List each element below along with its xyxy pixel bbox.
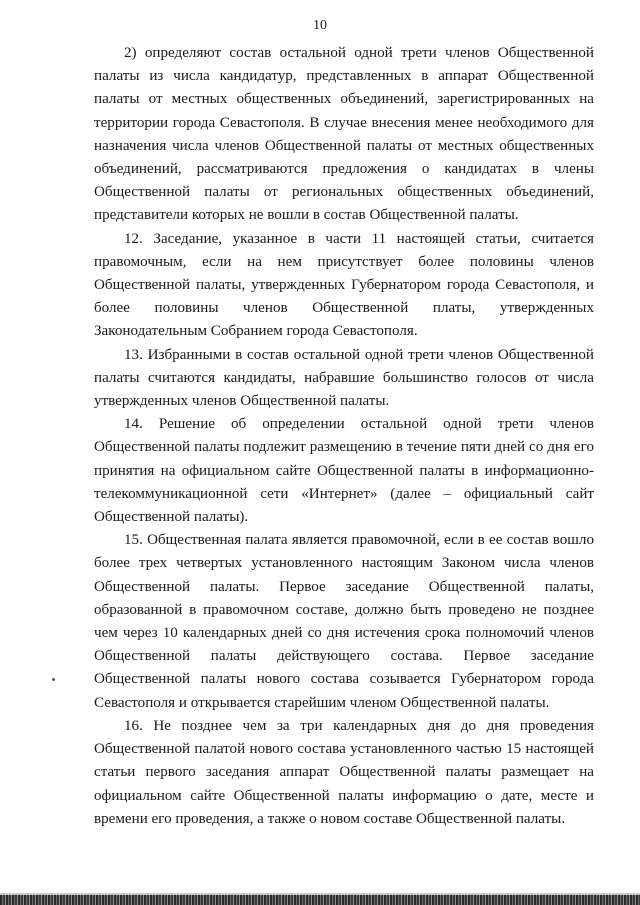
paragraph-15: 15. Общественная палата является правомочной, если в ее состав вошло более трех четвертых установленного настоящим Законом числа членов Общественной палаты. Первое заседание Общественной палаты, образованной в правомочном составе, должно быть проведено не позднее чем через 10 календарных дней со дня истечения срока полномочий членов Общественной палаты действующего состава. Первое заседание Общественной палаты нового состава созывается Губернатором города Севастополя и открывается старейшим членом Общественной палаты. bbox=[94, 532, 594, 711]
scan-edge-noise bbox=[0, 895, 640, 905]
paragraph-14: 14. Решение об определении остальной одной трети членов Общественной палаты подлежит размещению в течение пяти дней со дня его принятия на официальном сайте Общественной палаты в информационно-телекоммуникационной сети «Интернет» (далее – официальный сайт Общественной палаты). bbox=[94, 416, 594, 526]
document-body bbox=[94, 42, 594, 831]
paragraph-item-2: 2) определяют состав остальной одной трети членов Общественной палаты из числа кандидатур, представленных в аппарат Общественной палаты от местных общественных объединений, зарегистрированных на территории города Севастополя. В случае внесения менее необходимого для назначения числа членов Общественной палаты от местных общественных объединений, рассматриваются предложения о кандидатах в члены Общественной палаты от региональных общественных объединений, представители которых не вошли в состав Общественной палаты. bbox=[94, 45, 594, 224]
paragraph-13: 13. Избранными в состав остальной одной трети членов Общественной палаты считаются кандидаты, набравшие большинство голосов от числа утвержденных членов Общественной палаты. bbox=[94, 346, 594, 410]
paragraph-16: 16. Не позднее чем за три календарных дня до дня проведения Общественной палатой нового состава установленного частью 15 настоящей статьи первого заседания аппарат Общественной палаты размещает на официальном сайте Общественной палаты информацию о дате, месте и времени его проведения, а также о новом составе Общественной палаты. bbox=[94, 717, 594, 827]
paragraph-12: 12. Заседание, указанное в части 11 настоящей статьи, считается правомочным, если на нем присутствует более половины членов Общественной палаты, утвержденных Губернатором города Севастополя, и более половины членов Общественной платы, утвержденных Законодательным Собранием города Севастополя. bbox=[94, 230, 594, 340]
page-number: 10 bbox=[313, 18, 327, 33]
scan-artifact-dot bbox=[52, 678, 55, 681]
